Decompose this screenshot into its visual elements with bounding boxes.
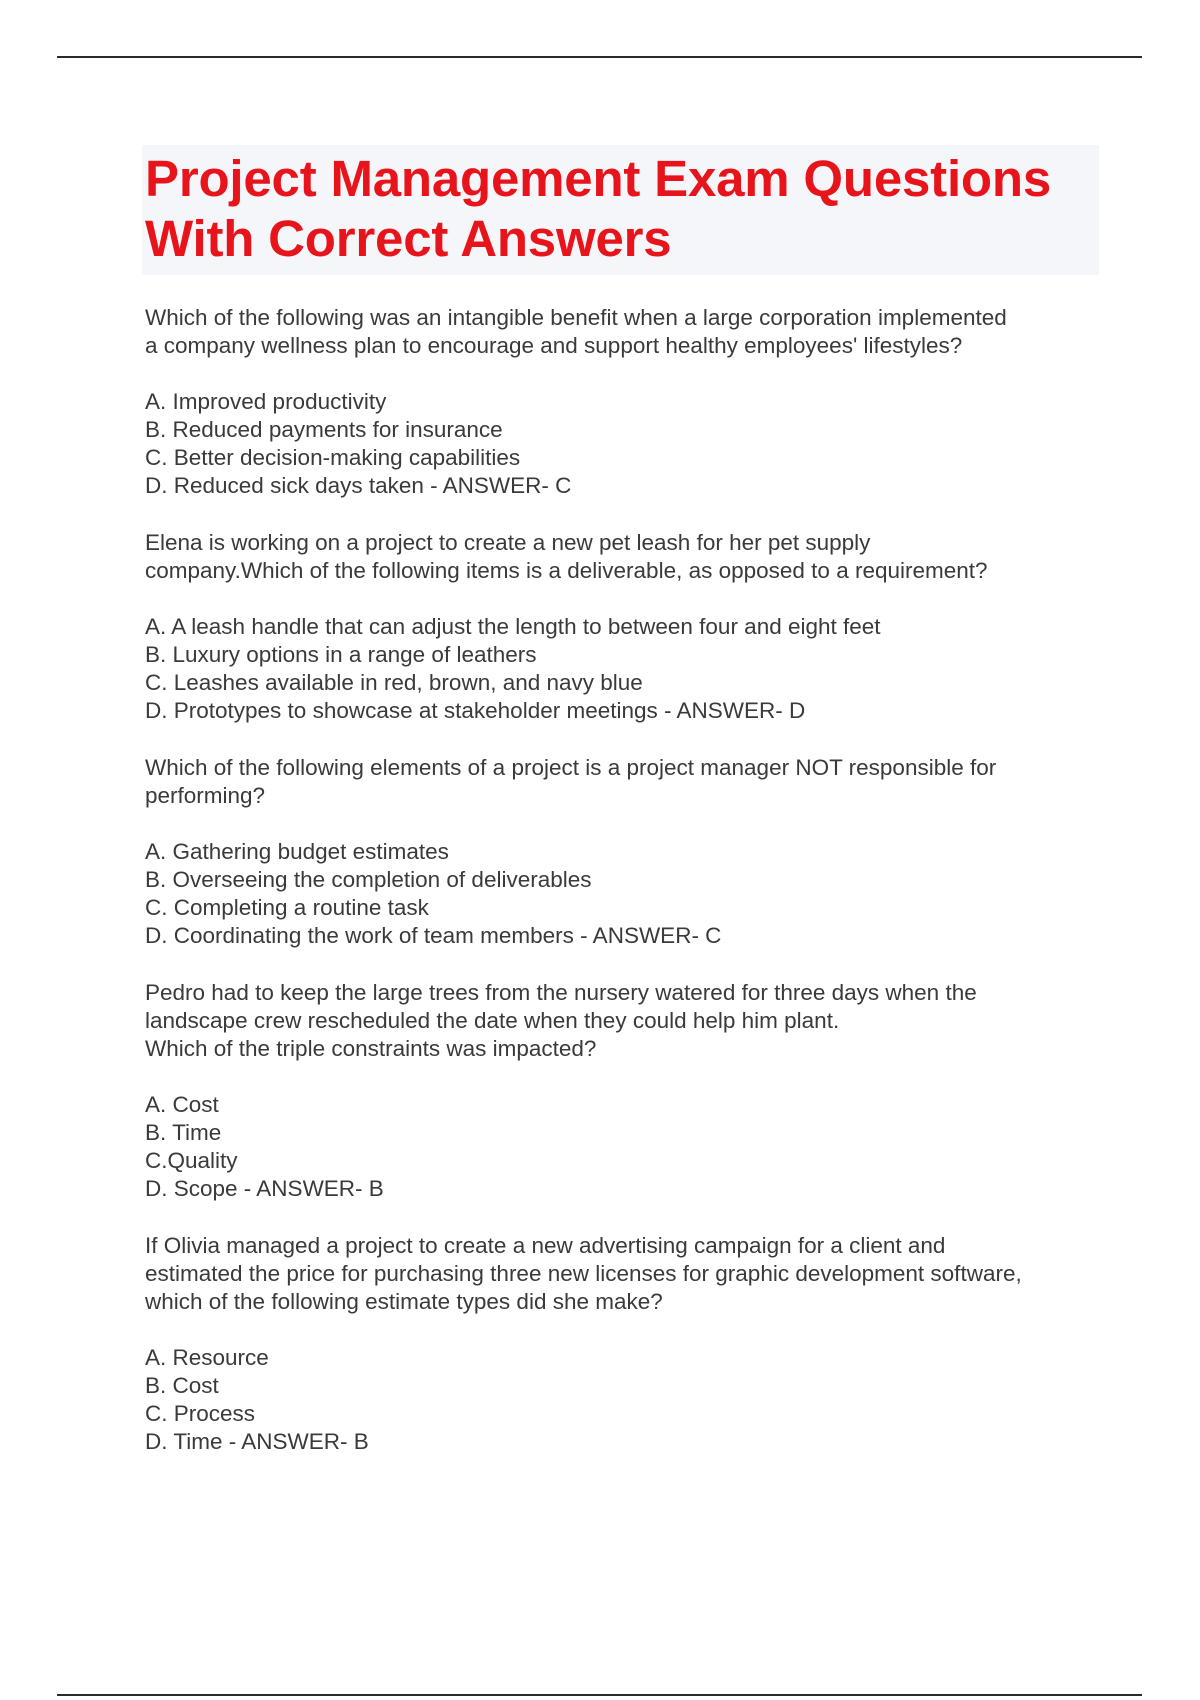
question-block-3 [145, 754, 1095, 950]
option-item: A. Resource [145, 1345, 269, 1370]
question-text: Which of the following elements of a project is a project manager NOT responsible for performing? [145, 755, 997, 808]
title-box [142, 145, 1099, 275]
question-block-1 [145, 304, 1095, 500]
question-text: Pedro had to keep the large trees from the nursery watered for three days when the landscape crew rescheduled the date when they could help him plant. Which of the triple constraints was impacted? [145, 980, 977, 1061]
option-item: C. Leashes available in red, brown, and navy blue [145, 670, 643, 695]
option-item: A. A leash handle that can adjust the length to between four and eight feet [145, 614, 881, 639]
option-item: C. Process [145, 1401, 256, 1426]
bottom-horizontal-rule [57, 1694, 1142, 1696]
question-list [145, 304, 1095, 1456]
answer-options [145, 1344, 1095, 1456]
option-item: C. Better decision-making capabilities [145, 445, 521, 470]
answer-options [145, 388, 1095, 500]
option-item: B. Overseeing the completion of deliverables [145, 867, 592, 892]
option-item: B. Reduced payments for insurance [145, 417, 503, 442]
document-title: Project Management Exam Questions With Correct Answers [145, 150, 1051, 267]
option-item: D. Reduced sick days taken - ANSWER- C [145, 473, 572, 498]
option-item: C. Completing a routine task [145, 895, 429, 920]
option-item: D. Time - ANSWER- B [145, 1429, 369, 1454]
answer-options [145, 613, 1095, 725]
question-block-4 [145, 979, 1095, 1203]
option-item: D. Coordinating the work of team members - ANSWER- C [145, 923, 722, 948]
question-block-5 [145, 1232, 1095, 1456]
option-item: B. Luxury options in a range of leathers [145, 642, 537, 667]
option-item: A. Cost [145, 1092, 219, 1117]
option-item: A. Gathering budget estimates [145, 839, 449, 864]
question-block-2 [145, 529, 1095, 725]
option-item: D. Scope - ANSWER- B [145, 1176, 384, 1201]
option-item: D. Prototypes to showcase at stakeholder meetings - ANSWER- D [145, 698, 806, 723]
option-item: A. Improved productivity [145, 389, 387, 414]
answer-options [145, 1091, 1095, 1203]
option-item: C.Quality [145, 1148, 238, 1173]
document-content [145, 145, 1095, 1456]
answer-options [145, 838, 1095, 950]
question-text: If Olivia managed a project to create a new advertising campaign for a client and estimated the price for purchasing three new licenses for graphic development software, which of the following estimate types did she make? [145, 1233, 1022, 1314]
question-text: Elena is working on a project to create a new pet leash for her pet supply company.Which of the following items is a deliverable, as opposed to a requirement? [145, 530, 988, 583]
option-item: B. Time [145, 1120, 222, 1145]
question-text: Which of the following was an intangible benefit when a large corporation implemented a company wellness plan to encourage and support healthy employees' lifestyles? [145, 305, 1007, 358]
top-horizontal-rule [57, 56, 1142, 58]
option-item: B. Cost [145, 1373, 219, 1398]
